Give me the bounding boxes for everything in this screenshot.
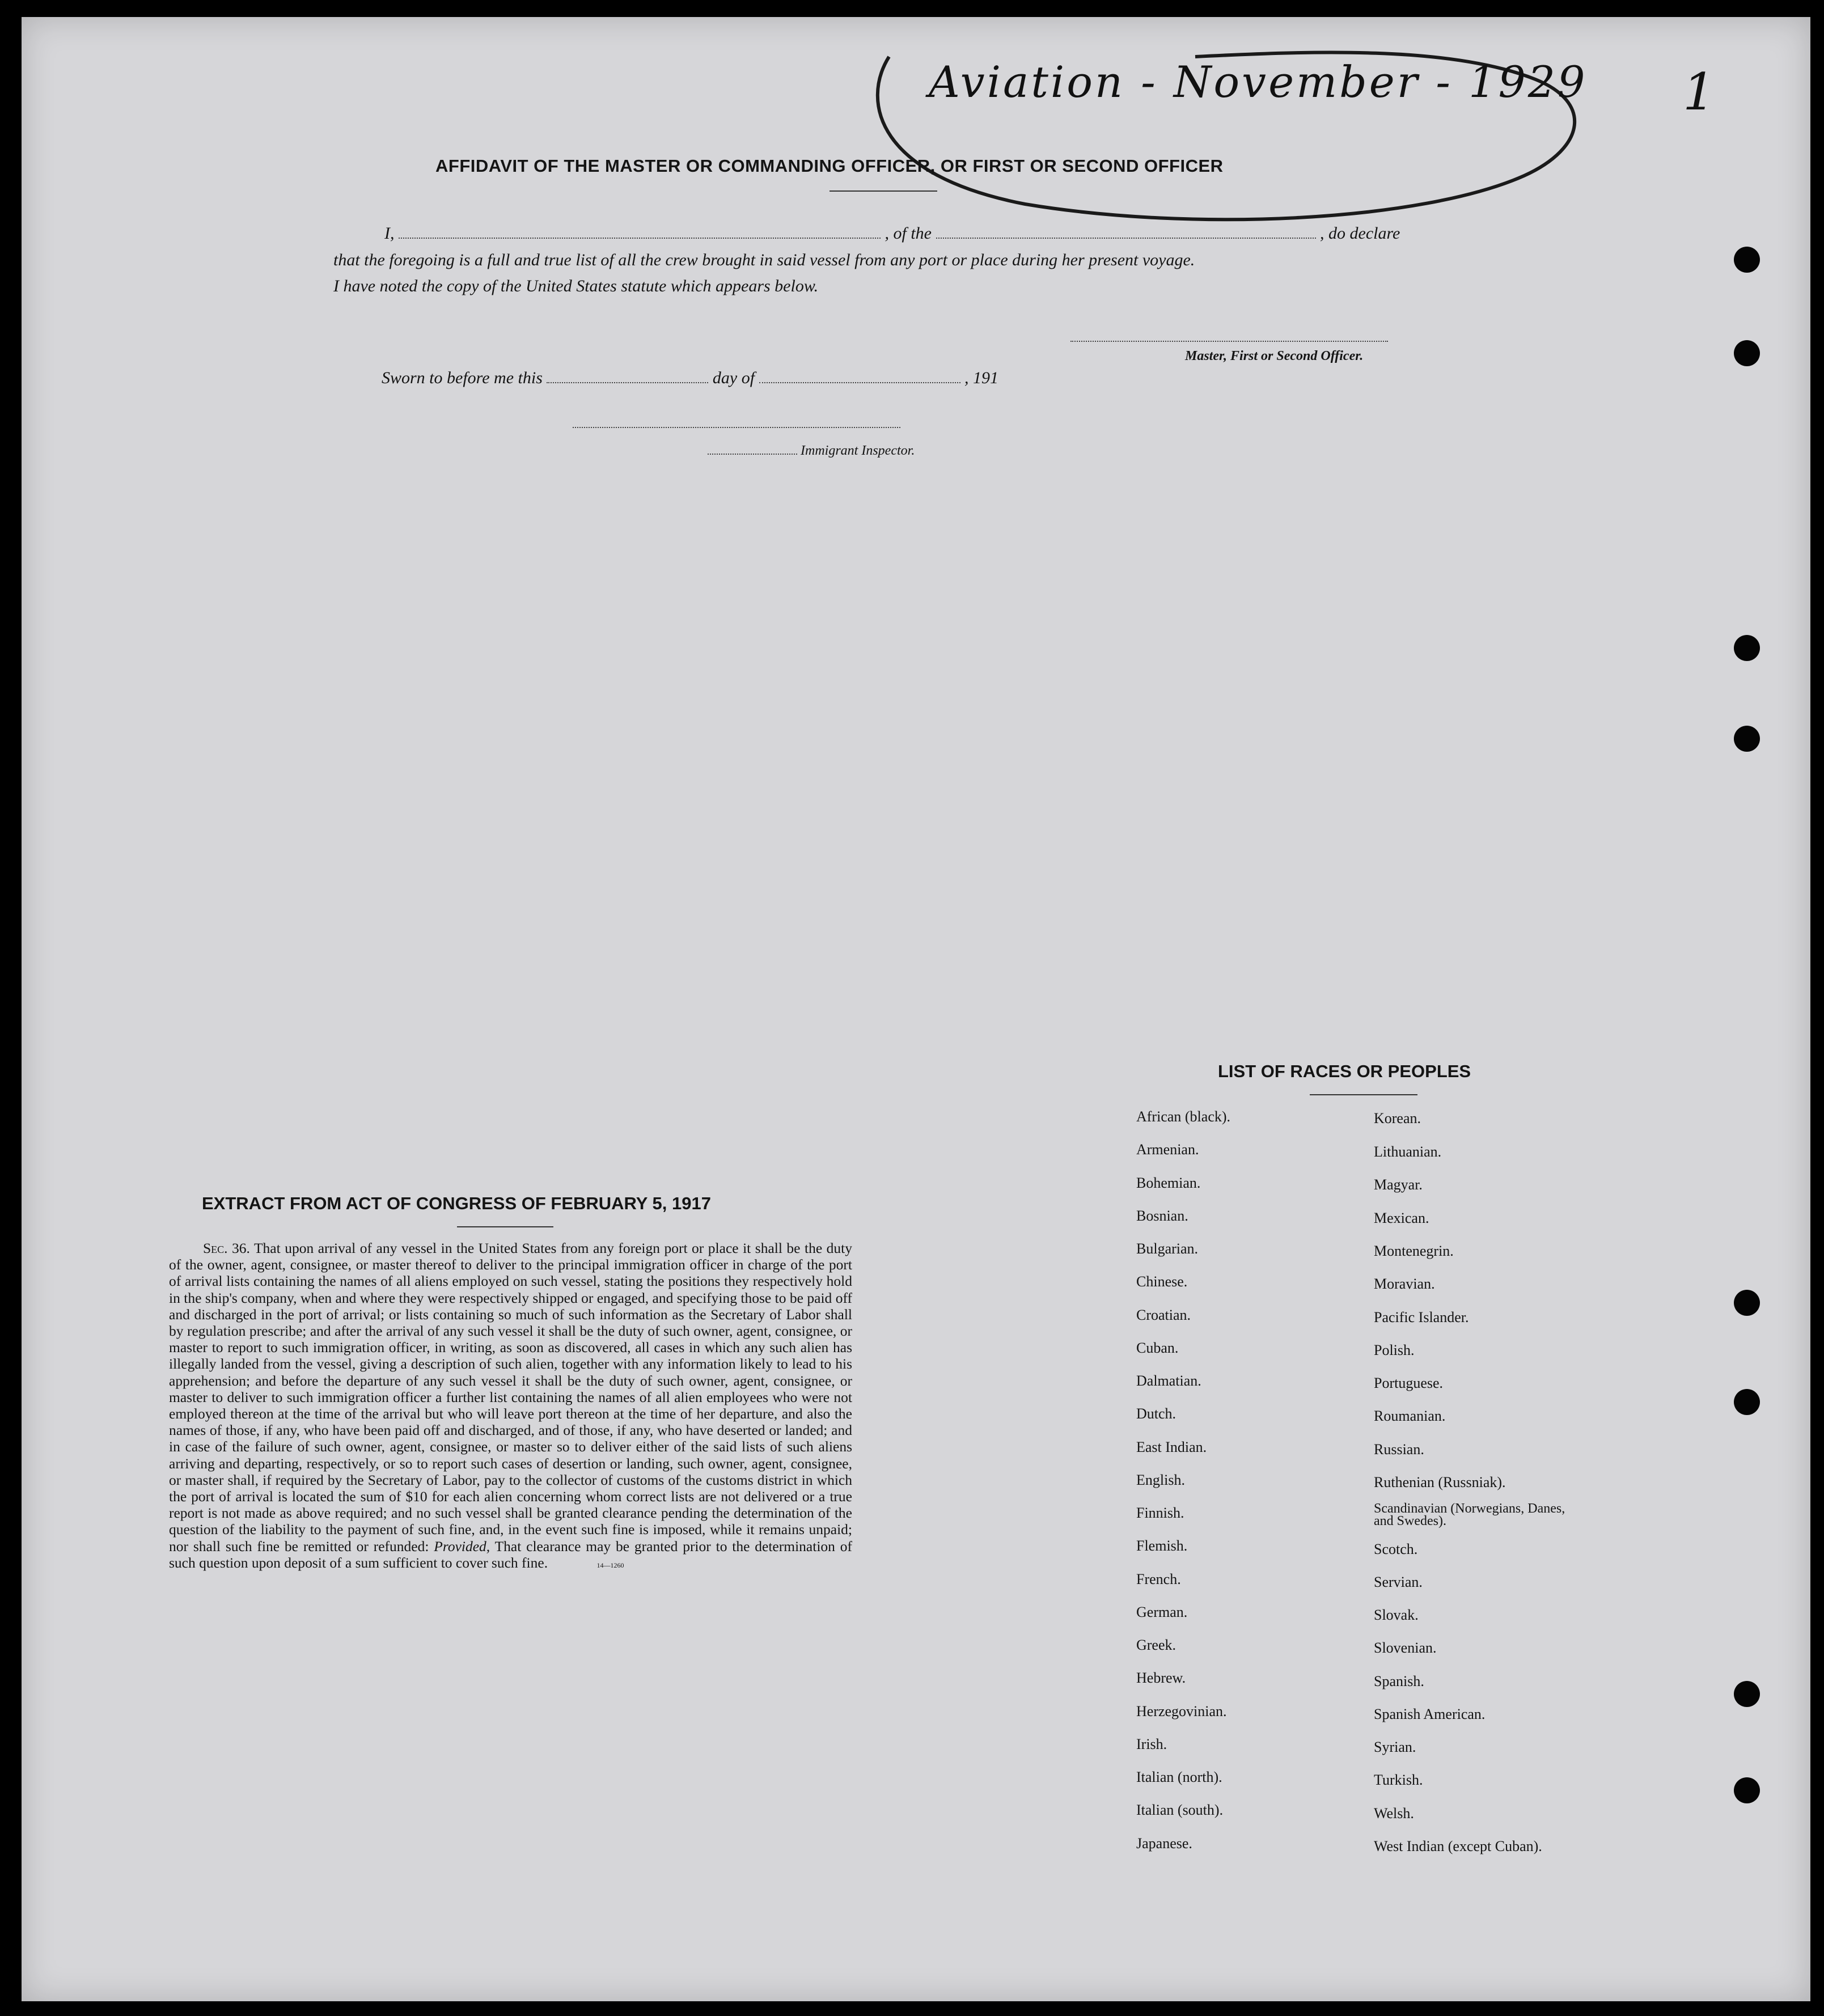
day-of-label: day of xyxy=(712,369,755,387)
race-item: Dutch. xyxy=(1136,1405,1176,1422)
race-item: West Indian (except Cuban). xyxy=(1374,1838,1542,1854)
races-title: LIST OF RACES OR PEOPLES xyxy=(1218,1061,1471,1081)
position-blank xyxy=(936,237,1316,239)
race-item: Pacific Islander. xyxy=(1374,1309,1469,1325)
sworn-line xyxy=(382,369,998,388)
signature-line xyxy=(1070,340,1388,342)
race-item: German. xyxy=(1136,1604,1188,1620)
extract-title-rule xyxy=(457,1226,553,1227)
provided-label: Provided, xyxy=(434,1538,490,1555)
race-item: French. xyxy=(1136,1571,1181,1587)
race-item: Servian. xyxy=(1374,1574,1423,1590)
race-item: East Indian. xyxy=(1136,1439,1207,1455)
affidavit-line2: that the foregoing is a full and true list of all the crew brought in said vessel from any port or place during her present voyage. xyxy=(333,251,1195,269)
race-item: Bohemian. xyxy=(1136,1175,1201,1191)
race-item: Finnish. xyxy=(1136,1505,1184,1521)
race-item: Bulgarian. xyxy=(1136,1240,1199,1257)
do-declare-label: , do declare xyxy=(1320,224,1400,243)
race-item: Turkish. xyxy=(1374,1772,1423,1788)
race-item: Russian. xyxy=(1374,1441,1424,1458)
inspector-signature-line xyxy=(573,426,900,428)
i-label: I, xyxy=(384,224,395,243)
race-item: Armenian. xyxy=(1136,1141,1199,1158)
race-item: Hebrew. xyxy=(1136,1670,1186,1686)
name-blank xyxy=(399,237,881,239)
race-item: Spanish American. xyxy=(1374,1706,1486,1722)
extract-title: EXTRACT FROM ACT OF CONGRESS OF FEBRUARY 5, 1917 xyxy=(202,1193,711,1213)
race-item: Slovak. xyxy=(1374,1607,1419,1623)
punch-hole xyxy=(1734,247,1760,273)
year-label: , 191 xyxy=(964,369,999,387)
of-the-label: , of the xyxy=(885,224,932,243)
race-item: Flemish. xyxy=(1136,1538,1188,1554)
race-item: Spanish. xyxy=(1374,1673,1424,1689)
document-page xyxy=(22,17,1810,2001)
handwritten-page-number: 1 xyxy=(1683,62,1718,122)
affidavit-line3: I have noted the copy of the United States statute which appears below. xyxy=(333,277,819,295)
title-rule xyxy=(830,190,937,192)
form-number: 14—1260 xyxy=(596,1561,624,1569)
race-item: Lithuanian. xyxy=(1374,1143,1442,1160)
punch-hole xyxy=(1734,1777,1760,1803)
race-item: Polish. xyxy=(1374,1342,1415,1358)
punch-hole xyxy=(1734,1389,1760,1415)
race-item: Croatian. xyxy=(1136,1307,1191,1323)
race-item: Scotch. xyxy=(1374,1541,1418,1557)
handwritten-annotation: Aviation - November - 1929 xyxy=(929,57,1588,107)
inspector-line xyxy=(708,443,915,459)
race-item: Roumanian. xyxy=(1374,1408,1446,1424)
sworn-month-blank xyxy=(759,382,960,383)
race-item: Montenegrin. xyxy=(1374,1243,1454,1259)
extract-text-part2: That clearance may be granted prior to the determination of such question upon deposit of a sum sufficient to cover such fine. xyxy=(169,1538,852,1571)
race-item: Magyar. xyxy=(1374,1176,1423,1193)
race-item: Chinese. xyxy=(1136,1273,1188,1290)
race-item: Bosnian. xyxy=(1136,1208,1188,1224)
race-item: Scandinavian (Norwegians, Danes, and Swedes). xyxy=(1374,1501,1565,1528)
sworn-day-blank xyxy=(547,382,708,383)
punch-hole xyxy=(1734,1290,1760,1316)
race-item: Italian (south). xyxy=(1136,1802,1224,1818)
race-item: Herzegovinian. xyxy=(1136,1703,1227,1719)
race-item: Welsh. xyxy=(1374,1805,1414,1822)
race-item: Irish. xyxy=(1136,1736,1167,1752)
sworn-label: Sworn to before me this xyxy=(382,369,543,387)
punch-hole xyxy=(1734,340,1760,366)
race-item: Ruthenian (Russniak). xyxy=(1374,1474,1506,1490)
inspector-label: Immigrant Inspector. xyxy=(801,443,915,458)
section-label: Sec. 36. xyxy=(203,1240,250,1256)
punch-hole xyxy=(1734,635,1760,661)
race-item: Cuban. xyxy=(1136,1340,1179,1356)
race-item: Greek. xyxy=(1136,1637,1176,1653)
signature-label: Master, First or Second Officer. xyxy=(1185,349,1364,363)
race-item: Dalmatian. xyxy=(1136,1373,1201,1389)
punch-hole xyxy=(1734,726,1760,752)
race-item: Syrian. xyxy=(1374,1739,1416,1755)
extract-body xyxy=(169,1240,852,1574)
affidavit-line1 xyxy=(384,224,1400,243)
race-item: Mexican. xyxy=(1374,1210,1429,1226)
inspector-name-blank xyxy=(708,453,797,455)
extract-text-part1: That upon arrival of any vessel in the United States from any foreign port or place it shall be the duty of the owner, agent, consignee, or master thereof to deliver to the principal immigration officer in charge of the port of arrival lists containing the names of all aliens employed on such vessel, stating the positions they respectively hold in the ship's company, when and where they were respectively shipped or engaged, and specifying those to be paid off and discharged in the port of arrival; or lists containing so much of such information as the Secretary of Labor shall by regulation prescribe; and after the arrival of any such vessel it shall be the duty of such owner, agent, consignee, or master to report to such immigration officer, in writing, as soon as discovered, all cases in which any such alien has illegally landed from the vessel, giving a description of such alien, together with any information likely to lead to his apprehension; and before the departure of any such vessel it shall be the duty of such owner, agent, consignee, or master to deliver to such immigration officer a further list containing the names of all alien employees who were not employed thereon at the time of the arrival but who will leave port thereon at the time of her departure, and also the names of those, if any, who have been paid off and discharged, and of those, if any, who have deserted or landed; and in case of the failure of such owner, agent, consignee, or master so to deliver either of the said lists of such aliens arriving and departing, respectively, or so to report such cases of desertion or landing, such owner, agent, consignee, or master shall, if required by the Secretary of Labor, pay to the collector of customs of the customs district in which the port of arrival is located the sum of $10 for each alien concerning whom correct lists are not delivered or a true report is not made as above required; and no such vessel shall be granted clearance pending the determination of the question of the liability to the payment of such fine, and, in the event such fine is imposed, while it remains unpaid; nor shall such fine be remitted or refunded: xyxy=(169,1240,852,1555)
race-item: African (black). xyxy=(1136,1108,1231,1125)
punch-hole xyxy=(1734,1681,1760,1707)
races-title-rule xyxy=(1310,1094,1417,1095)
affidavit-title: AFFIDAVIT OF THE MASTER OR COMMANDING OFFICER, OR FIRST OR SECOND OFFICER xyxy=(435,156,1224,176)
race-item: Korean. xyxy=(1374,1110,1421,1126)
race-item: Italian (north). xyxy=(1136,1769,1222,1785)
race-item: Slovenian. xyxy=(1374,1640,1437,1656)
race-item: Portuguese. xyxy=(1374,1375,1444,1391)
race-item: Moravian. xyxy=(1374,1276,1435,1292)
race-item: Japanese. xyxy=(1136,1835,1192,1852)
race-item: English. xyxy=(1136,1472,1185,1488)
